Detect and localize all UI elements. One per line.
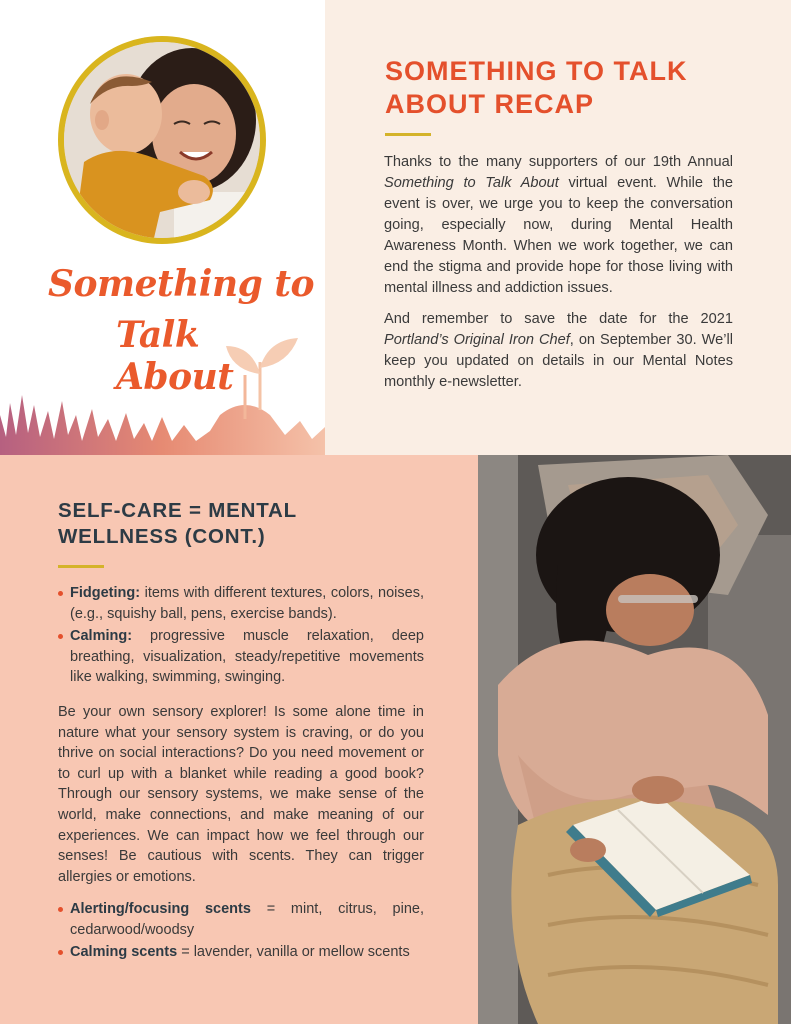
- woman-reading-photo: [478, 455, 791, 1024]
- list-item: [58, 626, 424, 688]
- mother-son-photo-frame: [58, 36, 266, 244]
- event-logo-line2: Talk About: [116, 314, 234, 398]
- list-item-text: = lavender, vanilla or mellow scents: [177, 944, 410, 960]
- self-care-title-line1: SELF-CARE = MENTAL: [58, 499, 297, 522]
- recap-paragraph-1: [384, 152, 733, 299]
- recap-body: [384, 152, 733, 403]
- list-item-text: items with different textures, colors, noises, (e.g., squishy ball, pens, exercise bands).: [70, 585, 424, 622]
- sensory-tools-list: [58, 583, 424, 690]
- list-item: [58, 583, 424, 624]
- recap-p2-event-name: Portland’s Original Iron Chef: [384, 332, 570, 348]
- list-item-term: Alerting/focusing scents: [70, 901, 251, 917]
- self-care-title-line2: WELLNESS (CONT.): [58, 525, 266, 548]
- scents-list: [58, 899, 424, 965]
- sprout-icon: [222, 322, 302, 412]
- event-art-panel: [0, 0, 325, 455]
- woman-reading-illustration: [478, 455, 791, 1024]
- list-item-term: Fidgeting:: [70, 585, 141, 601]
- recap-p1-event-name: Something to Talk About: [384, 175, 559, 191]
- list-item-text: = mint, citrus, pine, cedarwood/woodsy: [70, 901, 424, 938]
- mother-son-illustration: [64, 42, 260, 238]
- list-item-term: Calming scents: [70, 944, 178, 960]
- recap-p1-text-b: virtual event. While the event is over, we urge you to keep the conversation going, especially now, during Mental Health Awareness Month. When we work together, we can end the stigma and provide hope for those living with mental illness and addiction issues.: [384, 175, 733, 296]
- recap-p2-text-a: And remember to save the date for the 2021: [384, 311, 733, 327]
- recap-title: [385, 55, 765, 121]
- recap-section: [325, 0, 791, 455]
- self-care-title: [58, 498, 458, 550]
- mother-son-photo: [64, 42, 260, 238]
- list-item: [58, 899, 424, 940]
- recap-title-line1: SOMETHING TO TALK: [385, 56, 688, 86]
- sensory-explorer-paragraph: Be your own sensory explorer! Is some alone time in nature what your sensory system is craving, or do you thrive on social interactions? Do you need movement or to curl up with a blanket while reading a good book? Through our sensory systems, we make sense of the world, make connections, and make meaning of our experiences. We can impact how we feel through our senses! Be cautious with scents. They can trigger allergies or emotions.: [58, 704, 424, 885]
- list-item-text: progressive muscle relaxation, deep breathing, visualization, steady/repetitive movements like walking, swimming, swinging.: [70, 628, 424, 685]
- list-item-term: Calming:: [70, 628, 133, 644]
- recap-divider: [385, 133, 431, 136]
- recap-p2-text-b: , on September 30. We’ll keep you updated on details in our Mental Notes monthly e-newsletter.: [384, 332, 733, 390]
- recap-paragraph-2: [384, 309, 733, 393]
- recap-title-line2: ABOUT RECAP: [385, 89, 595, 119]
- recap-p1-text-a: Thanks to the many supporters of our 19th Annual: [384, 154, 733, 170]
- self-care-divider: [58, 565, 104, 568]
- event-logo-line1: Something to: [48, 263, 315, 305]
- self-care-section: [0, 455, 478, 1024]
- list-item: [58, 942, 424, 963]
